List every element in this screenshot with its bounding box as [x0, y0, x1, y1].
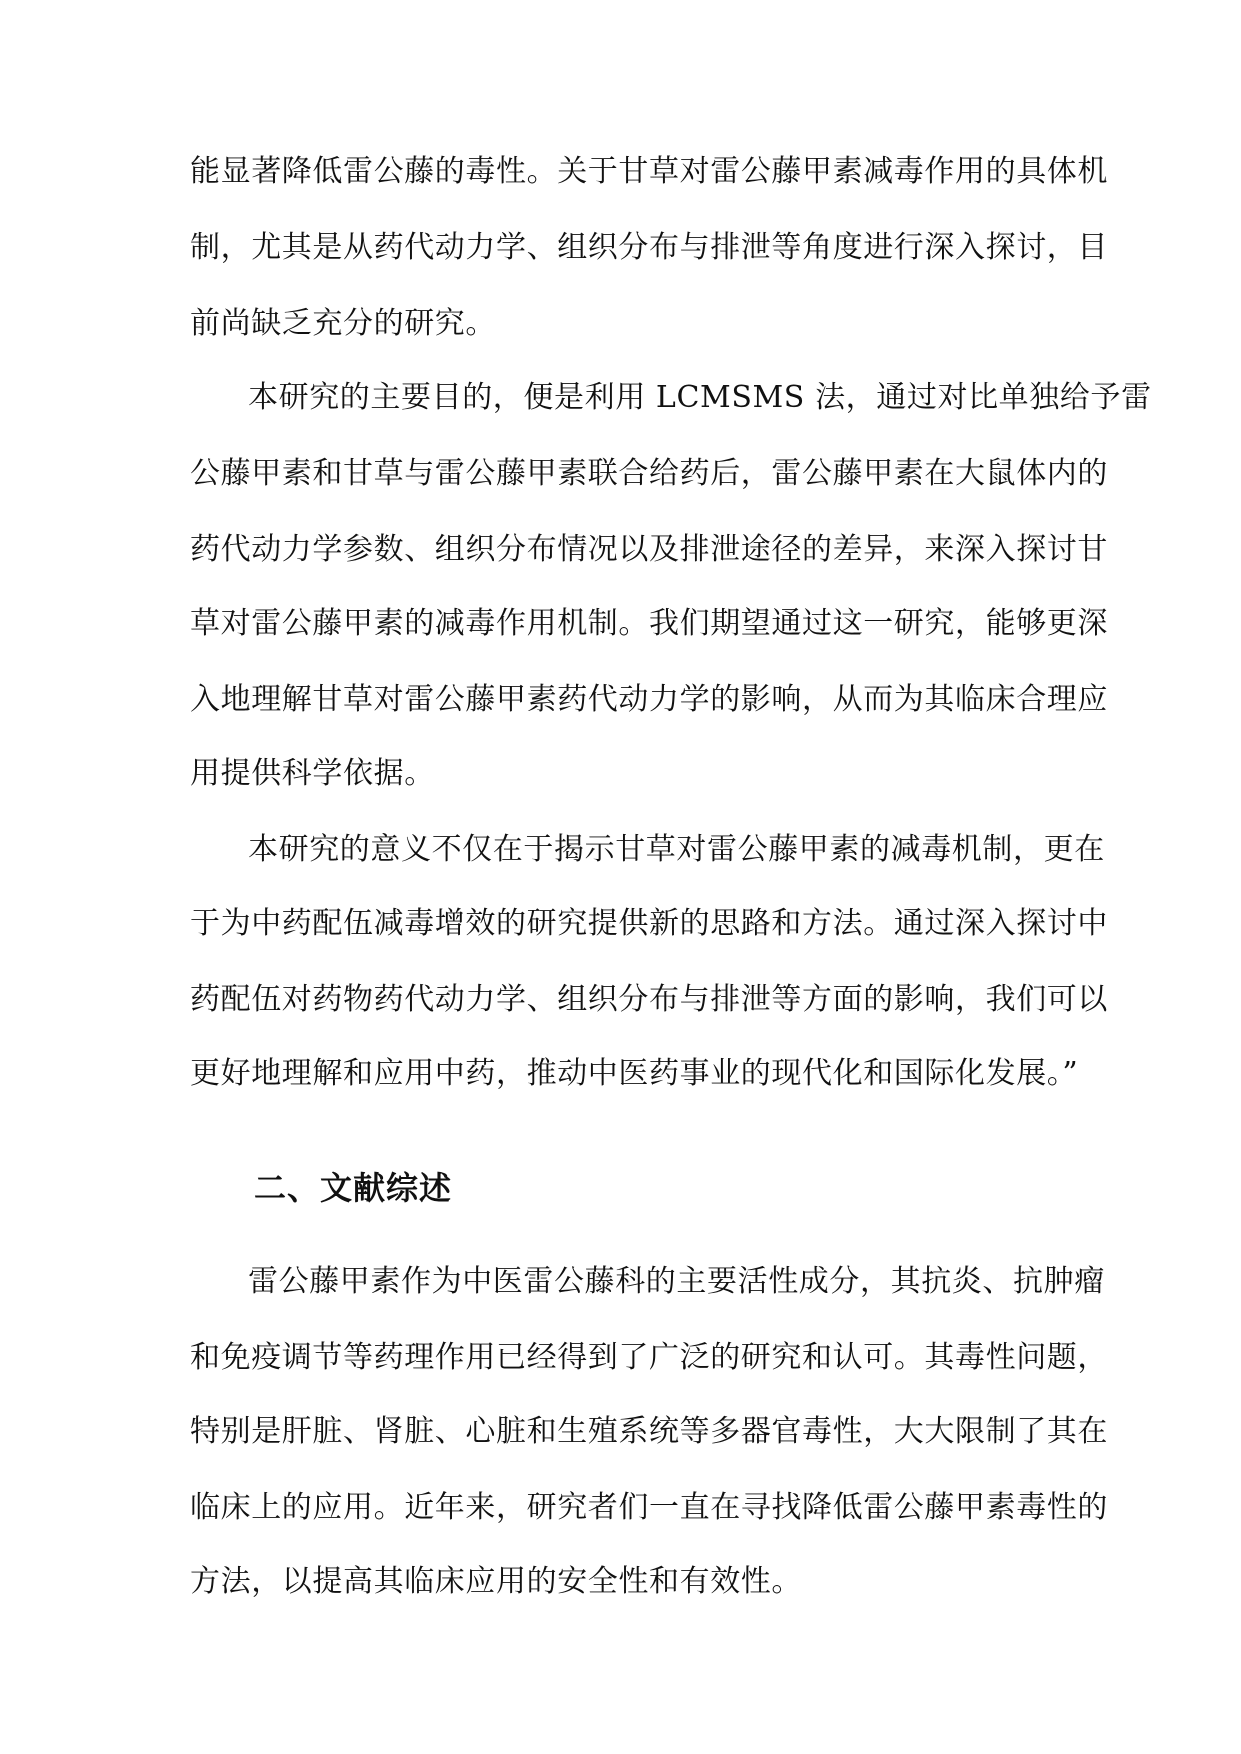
paragraph-1-line-3: 前尚缺乏充分的研究。 — [190, 306, 496, 341]
paragraph-2-line-6: 用提供科学依据。 — [190, 756, 435, 791]
paragraph-4-line-3: 特别是肝脏、肾脏、心脏和生殖系统等多器官毒性，大大限制了其在 — [190, 1414, 1108, 1449]
paragraph-3-line-4: 更好地理解和应用中药，推动中医药事业的现代化和国际化发展。” — [190, 1056, 1079, 1091]
paragraph-2-line-1: 本研究的主要目的，便是利用 LCMSMS 法，通过对比单独给予雷 — [248, 380, 1152, 415]
paragraph-3-line-2: 于为中药配伍减毒增效的研究提供新的思路和方法。通过深入探讨中 — [190, 906, 1108, 941]
paragraph-3-line-3: 药配伍对药物药代动力学、组织分布与排泄等方面的影响，我们可以 — [190, 982, 1108, 1017]
paragraph-2-line-4: 草对雷公藤甲素的减毒作用机制。我们期望通过这一研究，能够更深 — [190, 606, 1108, 641]
paragraph-2-line-3: 药代动力学参数、组织分布情况以及排泄途径的差异，来深入探讨甘 — [190, 532, 1108, 567]
paragraph-1-line-1: 能显著降低雷公藤的毒性。关于甘草对雷公藤甲素减毒作用的具体机 — [190, 154, 1108, 189]
paragraph-1-line-2: 制，尤其是从药代动力学、组织分布与排泄等角度进行深入探讨，目 — [190, 230, 1108, 265]
paragraph-3-line-1: 本研究的意义不仅在于揭示甘草对雷公藤甲素的减毒机制，更在 — [248, 832, 1105, 867]
paragraph-4-line-1: 雷公藤甲素作为中医雷公藤科的主要活性成分，其抗炎、抗肿瘤 — [248, 1264, 1105, 1299]
paragraph-4-line-4: 临床上的应用。近年来，研究者们一直在寻找降低雷公藤甲素毒性的 — [190, 1490, 1108, 1525]
section-heading: 二、文献综述 — [254, 1169, 453, 1207]
paragraph-2-line-5: 入地理解甘草对雷公藤甲素药代动力学的影响，从而为其临床合理应 — [190, 682, 1108, 717]
paragraph-4-line-5: 方法，以提高其临床应用的安全性和有效性。 — [190, 1564, 802, 1599]
paragraph-4-line-2: 和免疫调节等药理作用已经得到了广泛的研究和认可。其毒性问题， — [190, 1340, 1108, 1375]
paragraph-2-line-2: 公藤甲素和甘草与雷公藤甲素联合给药后，雷公藤甲素在大鼠体内的 — [190, 456, 1108, 491]
